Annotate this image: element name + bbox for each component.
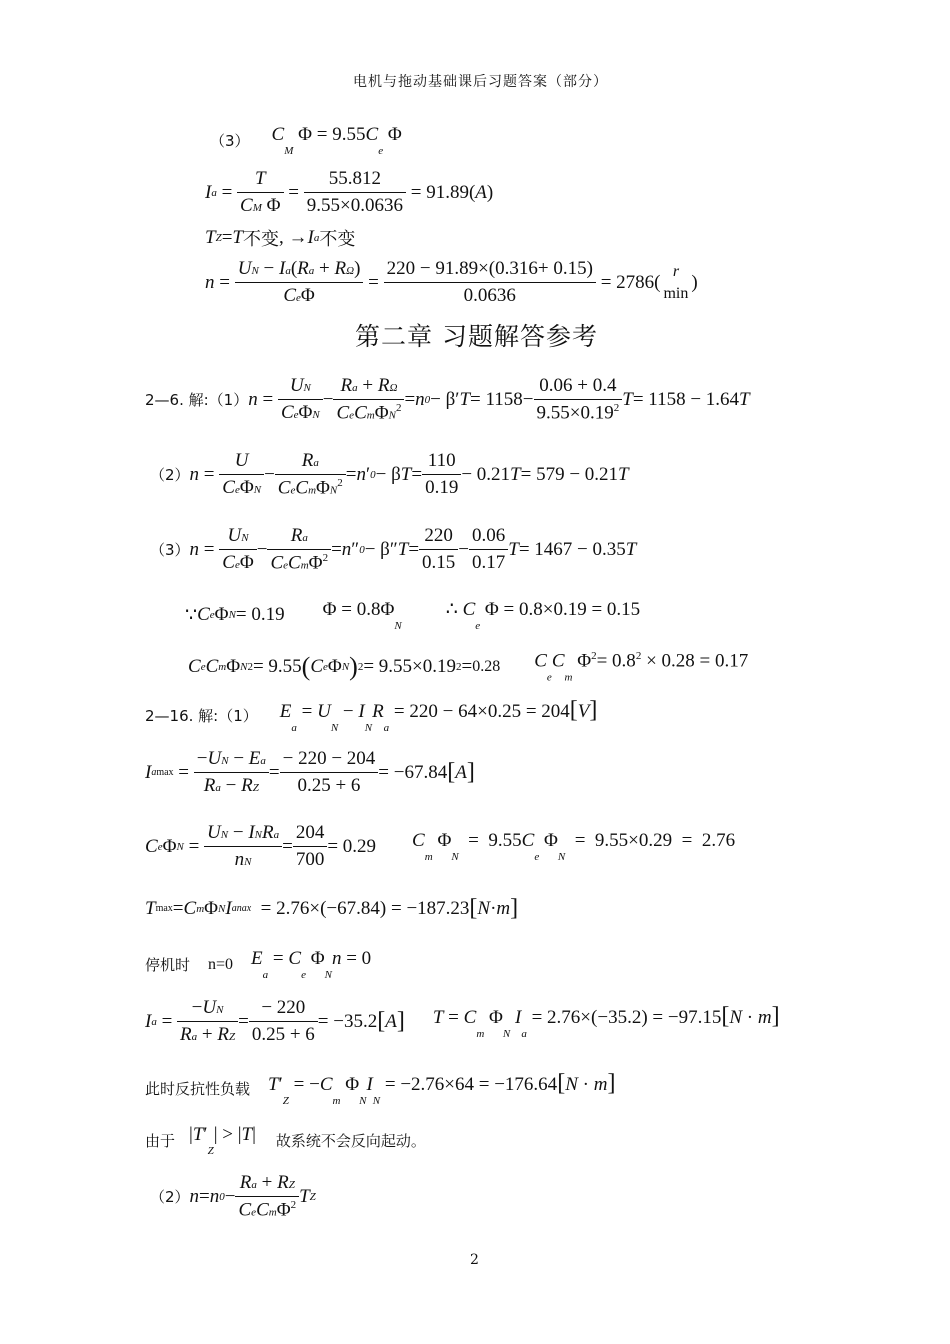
item-label: （3） [210,132,250,150]
item-label: （2） [150,466,190,485]
eq-ia-stop: I a = $\frac{-UN}{Ra + RZ}$ = $\frac{- 220}{0.25 + 6}$ = −35.2 [ A ] $T = C_m$ $\Phi_N$ $I_a = 2.76\times(-35.2) = -97.15[N \cdot m]$ [145,997,780,1045]
eq-tmax: T max = C m Φ N I anax = 2.76×(−67.84) = −187.23 [ N · m ] [145,895,519,921]
page-number: 2 [470,1252,479,1268]
chapter-title: 第二章 习题解答参考 [355,322,598,351]
problem-label: 2—6. 解:（1） [145,391,249,410]
problem-label: 2—16. 解:（1） [145,707,258,725]
eq-stop: 停机时 n=0 $E_a = C_e$ $\Phi_Nn = 0$ [145,948,372,981]
eq-p6-3: （3） n = $\frac{UN}{\text{CeΦ}}$ − $\frac{Ra}{CeCm\Phi^2}$ = n ″ 0 − β″ T = $\frac{220}{0.15}$ − $\frac{0.06}{0.17}$ T = 1467 − 0.35 T [150,525,637,574]
eq-n-2786: n = $\frac{UN - Ia(Ra + R\Omega)}{\text{CeΦ}}$ = $\frac{220 - 91.89\times(0.316+ 0.15)}{0.0636}$ = 2786( r min ) [205,258,698,306]
eq-cm-phi: （3） $C_M$ $\Phi = 9.55C_e$ Φ [210,124,402,157]
eq-tz-unchanged: T Z = T 不变 , → I a 不变 [205,227,356,250]
eq-resist-load: 此时反抗性负载 $T'_Z = -C_m$ $\Phi_NI_N = -2.76\times 64 = -176.64[N \cdot m]$ [145,1070,616,1107]
eq-cecm: C e C m Φ N 2 = 9.55 ( C e Φ N ) 2 = 9.55×0.19 2 = 0.28 $C_eC_m$ $\Phi^2= 0.8^2 \times 0.28 = 0.17$ [188,650,749,684]
eq-ia: I a = $\frac{T}{\text{CM Φ}}$ = $\frac{55.812}{9.55\times 0.0636}$ = 91.89( A ) [205,168,494,216]
since-text: 故系统不会反向起动。 [275,1132,426,1150]
eq-p6-1: 2—6. 解:（1） n = $\frac{UN}{\text{CeΦN}}$ − $\frac{Ra + R\Omega}{CeCm\Phi N^2}$ = n 0 − β′ T = 1158− $\frac{0.06 + 0.4}{9.55\times 0.19^2}$ T = 1158 − 1.64 T [145,375,750,424]
eq-p6-2: （2） n = $\frac{U}{\text{CeΦN}}$ − $\frac{Ra}{CeCm\Phi N^2}$ = n ′ 0 − β T = $\frac{110}{0.19}$ − 0.21 T = 579 − 0.21 T [150,450,629,499]
since-label: 由于 [145,1132,176,1150]
item-label: （2） [150,1188,190,1207]
eq-p16-ea: 2—16. 解:（1） $E_a = U_N - I_NR_a = 220 - 64\times 0.25 = 204[V]$ [145,697,598,734]
eq-because: ∵ C e Φ N = 0.19 $\Phi = 0.8\Phi_N$ ∴ $C_e$ Φ = 0.8×0.19 = 0.15 [185,598,641,632]
eq-since: 由于 $|T'_Z| > |T|$ 故系统不会反向起动。 [145,1124,426,1157]
eq-p16-2: （2） n = n 0 − $\frac{Ra + RZ}{CeCm\Phi^2}$ T Z [150,1172,316,1221]
page-header: 电机与拖动基础课后习题答案（部分） [353,74,608,90]
stop-label: 停机时 [145,956,191,974]
resist-label: 此时反抗性负载 [145,1080,251,1098]
eq-iamax: I a max = $\frac{-UN - Ea}{Ra - RZ}$ = $\frac{- 220 - 204}{0.25 + 6}$ = −67.84 [ A ] [145,748,475,796]
item-label: （3） [150,541,190,560]
eq-cephi: C e Φ N = $\frac{\text{UN − INRa}}{nN}$ = $\frac{204}{700}$ = 0.29 $C_m$ $\Phi_N = 9.55C_e$ $\Phi_N = 9.55\times 0.29 = 2.76$ [145,822,736,870]
